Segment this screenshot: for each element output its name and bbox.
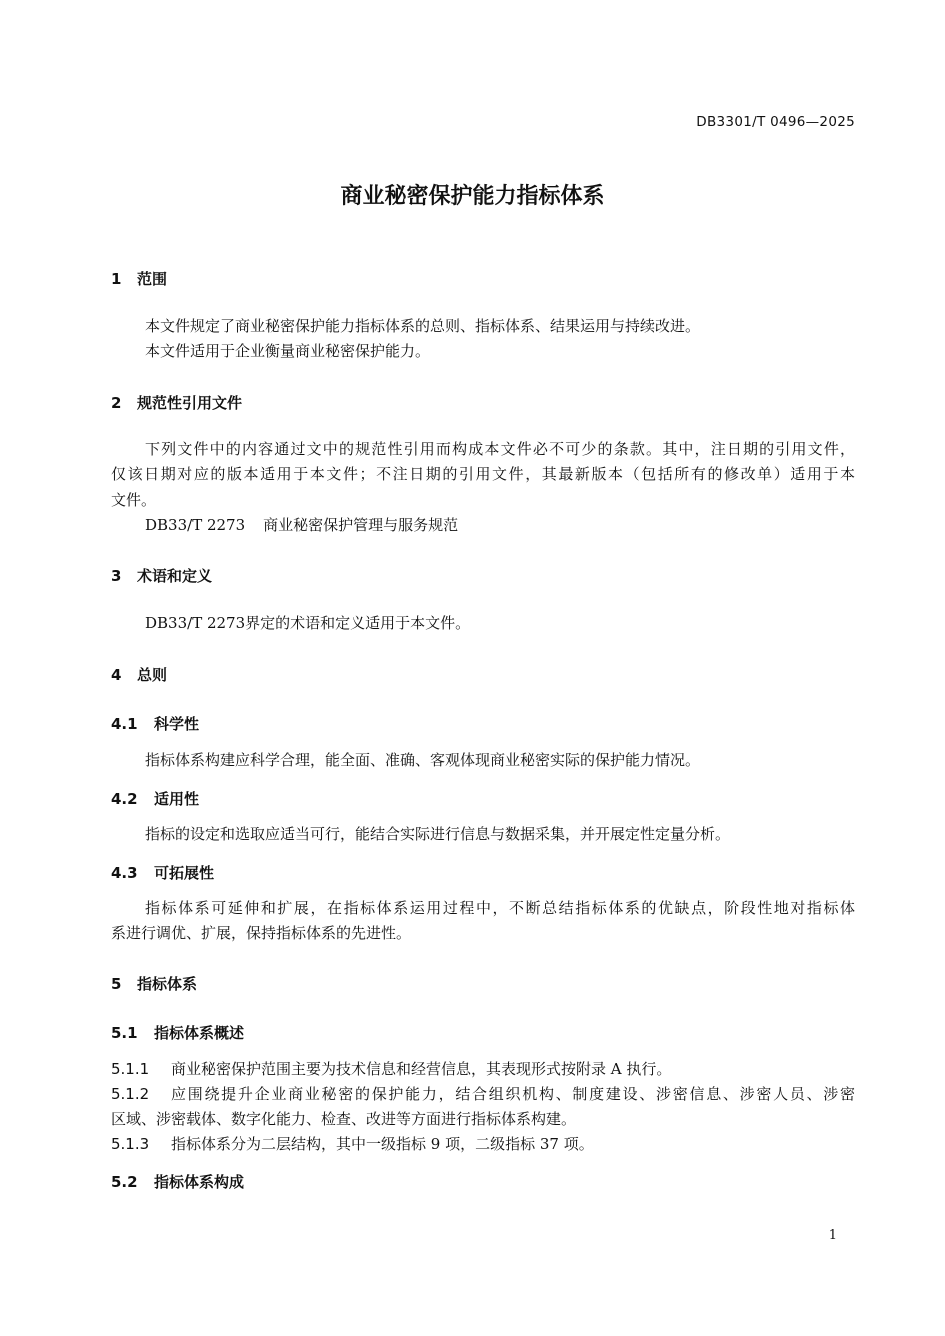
subsection-number: 4.2 [111, 790, 138, 808]
subsection-4-3-paragraph-line-2: 系进行调优、扩展，保持指标体系的先进性。 [111, 924, 412, 942]
subsection-title: 科学性 [154, 715, 200, 733]
section-1-paragraph-1: 本文件规定了商业秘密保护能力指标体系的总则、指标体系、结果运用与持续改进。 [145, 317, 701, 335]
section-number: 2 [111, 394, 122, 412]
clause-5-1-3 [111, 1132, 594, 1158]
section-1-heading [111, 268, 167, 289]
subsection-5-1-heading [111, 1022, 244, 1043]
section-3-heading [111, 565, 212, 586]
subsection-4-2-paragraph: 指标的设定和选取应适当可行，能结合实际进行信息与数据采集，并开展定性定量分析。 [145, 825, 731, 843]
subsection-number: 5.2 [111, 1173, 138, 1191]
reference-title: 商业秘密保护管理与服务规范 [263, 516, 459, 534]
standard-code: DB3301/T 0496—2025 [696, 114, 855, 130]
subsection-4-2-heading [111, 788, 199, 809]
section-number: 5 [111, 975, 122, 993]
section-number: 1 [111, 270, 122, 288]
section-title: 指标体系 [137, 975, 198, 993]
subsection-title: 指标体系概述 [154, 1024, 245, 1042]
subsection-4-1-paragraph: 指标体系构建应科学合理，能全面、准确、客观体现商业秘密实际的保护能力情况。 [145, 751, 701, 769]
section-number: 3 [111, 567, 122, 585]
section-2-paragraph-line-2: 仅该日期对应的版本适用于本文件；不注日期的引用文件，其最新版本（包括所有的修改单）适用于本 [111, 465, 855, 483]
subsection-number: 5.1 [111, 1024, 138, 1042]
section-4-heading [111, 664, 167, 685]
clause-5-1-2-line-1 [111, 1082, 855, 1108]
subsection-4-3-paragraph-line-1: 指标体系可延伸和扩展，在指标体系运用过程中，不断总结指标体系的优缺点，阶段性地对指标体 [145, 899, 855, 917]
section-1-paragraph-2: 本文件适用于企业衡量商业秘密保护能力。 [145, 342, 431, 360]
clause-text: 指标体系分为二层结构，其中一级指标 9 项，二级指标 37 项。 [171, 1135, 594, 1153]
section-2-paragraph-line-3: 文件。 [111, 491, 157, 509]
subsection-4-3-heading [111, 862, 214, 883]
section-2-paragraph-line-1: 下列文件中的内容通过文中的规范性引用而构成本文件必不可少的条款。其中，注日期的引用文件， [145, 440, 855, 458]
section-title: 术语和定义 [137, 567, 213, 585]
section-title: 总则 [137, 666, 168, 684]
section-2-heading [111, 392, 242, 413]
clause-5-1-2-line-2: 区域、涉密载体、数字化能力、检查、改进等方面进行指标体系构建。 [111, 1110, 577, 1128]
subsection-number: 4.1 [111, 715, 138, 733]
section-title: 范围 [137, 270, 168, 288]
subsection-title: 可拓展性 [154, 864, 215, 882]
clause-number: 5.1.3 [111, 1135, 150, 1153]
clause-text: 商业秘密保护范围主要为技术信息和经营信息，其表现形式按附录 A 执行。 [171, 1060, 672, 1078]
clause-text: 应围绕提升企业商业秘密的保护能力，结合组织机构、制度建设、涉密信息、涉密人员、涉密 [171, 1085, 855, 1103]
subsection-title: 指标体系构成 [154, 1173, 245, 1191]
reference-code: DB33/T 2273 [145, 516, 246, 534]
subsection-number: 4.3 [111, 864, 138, 882]
section-number: 4 [111, 666, 122, 684]
normative-reference [145, 513, 458, 539]
clause-number: 5.1.1 [111, 1060, 150, 1078]
document-title: 商业秘密保护能力指标体系 [340, 184, 605, 209]
page-number: 1 [828, 1228, 837, 1243]
subsection-4-1-heading [111, 713, 199, 734]
clause-5-1-1 [111, 1057, 671, 1083]
section-5-heading [111, 973, 197, 994]
clause-number: 5.1.2 [111, 1085, 150, 1103]
subsection-title: 适用性 [154, 790, 200, 808]
section-title: 规范性引用文件 [137, 394, 243, 412]
section-3-paragraph: DB33/T 2273界定的术语和定义适用于本文件。 [145, 614, 471, 632]
subsection-5-2-heading [111, 1171, 244, 1192]
